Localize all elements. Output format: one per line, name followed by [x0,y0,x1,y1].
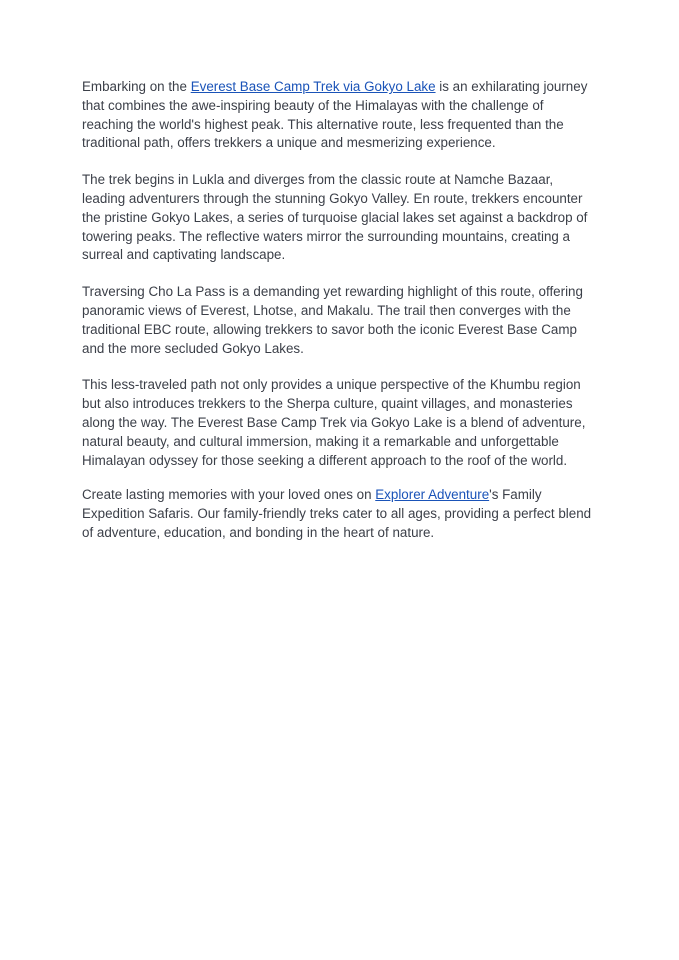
cho-la-pass-paragraph: Traversing Cho La Pass is a demanding yet rewarding highlight of this route, offering panoramic views of Everest, Lhotse, and Makalu. The trail then converges with the traditional EBC route, allowing trekkers to savor both the iconic Everest Base Camp and the more secluded Gokyo Lakes. [82,284,583,356]
intro-text-start: Embarking on the [82,79,191,94]
explorer-adventure-link[interactable]: Explorer Adventure [375,487,490,503]
family-text-start: Create lasting memories with your loved ones on [82,487,376,503]
culture-paragraph: This less-traveled path not only provides a unique perspective of the Khumbu region but also introduces trekkers to the Sherpa culture, quaint villages, and monasteries along the way. The Everest Base Camp Trek via Gokyo Lake is a blend of adventure, natural beauty, and cultural immersion, making it a remarkable and unforgettable Himalayan odyssey for those seeking a different approach to the roof of the world. [82,377,586,468]
intro-text-end: is an exhilarating journey that combines the awe-inspiring beauty of the Himalayas with the challenge of reaching the world's highest peak. This alternative route, less frequented than the traditional path, offers trekkers a unique and mesmerizing experience. [82,79,588,151]
document-body [82,78,592,561]
everest-gokyo-trek-link[interactable]: Everest Base Camp Trek via Gokyo Lake [190,79,436,94]
family-text-end: 's Family Expedition Safaris. Our family-friendly treks cater to all ages, providing a perfect blend of adventure, education, and bonding in the heart of nature. [82,487,592,540]
intro-paragraph [82,78,592,153]
route-paragraph: The trek begins in Lukla and diverges from the classic route at Namche Bazaar, leading adventurers through the stunning Gokyo Valley. En route, trekkers encounter the pristine Gokyo Lakes, a series of turquoise glacial lakes set against a backdrop of towering peaks. The reflective waters mirror the surrounding mountains, creating a surreal and captivating landscape. [82,172,588,263]
family-safari-paragraph [82,486,592,542]
